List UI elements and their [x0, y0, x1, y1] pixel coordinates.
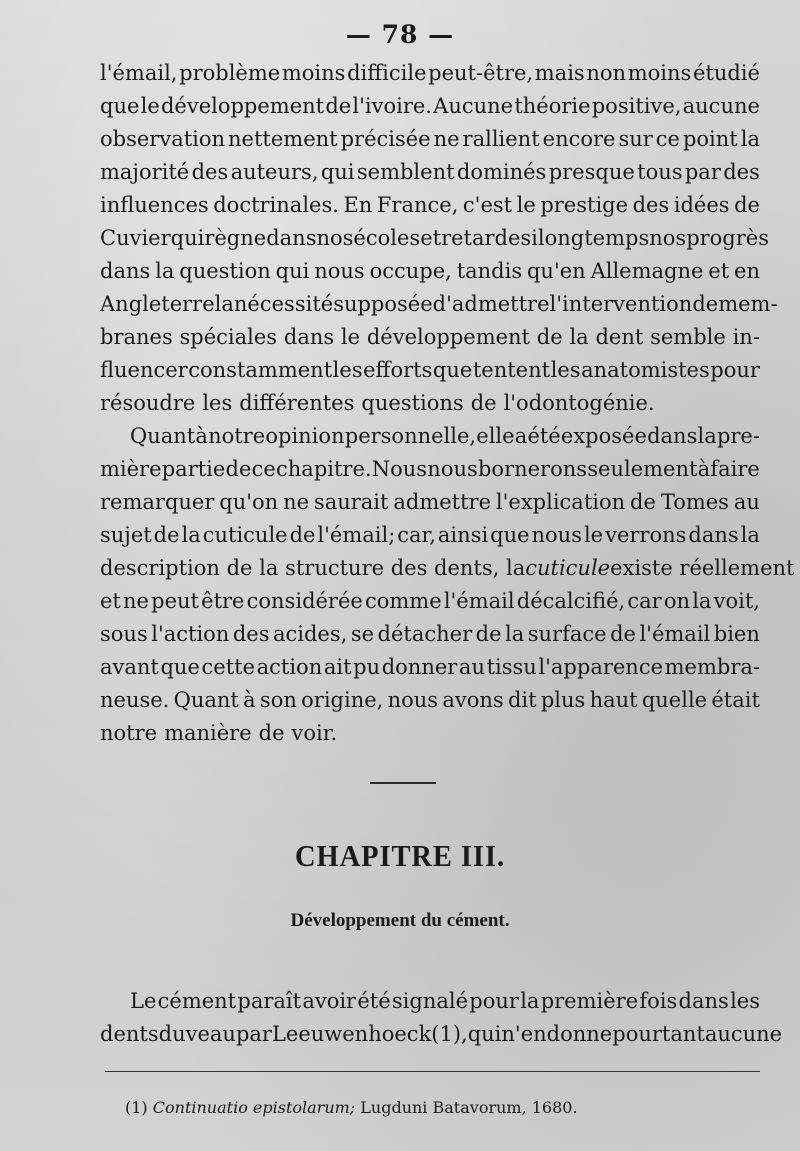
text-segment: existe réellement	[610, 556, 795, 580]
word: moins	[281, 61, 346, 85]
word: l'émail	[639, 622, 711, 646]
text-line	[100, 255, 760, 288]
word: influences	[100, 193, 209, 217]
word: décalcifié,	[516, 589, 626, 613]
word: été	[527, 424, 561, 448]
word: l'apparence	[538, 655, 664, 679]
word: écoles	[353, 226, 421, 250]
word: longtemps	[537, 226, 650, 250]
word: la	[697, 424, 717, 448]
word: la	[569, 325, 589, 349]
word: les	[730, 989, 760, 1013]
word: le	[583, 523, 604, 547]
word: cette	[201, 655, 255, 679]
text-line	[100, 486, 760, 519]
word: au	[733, 490, 760, 514]
word: nous	[314, 259, 365, 283]
word: moins	[627, 61, 692, 85]
word: majorité	[100, 160, 190, 184]
word: dents	[100, 1022, 159, 1046]
word: surface	[527, 622, 607, 646]
word: faire	[710, 457, 760, 481]
word: considérée	[246, 589, 363, 613]
chapter-subtitle: Développement du cément.	[290, 910, 510, 931]
word: semblent	[356, 160, 455, 184]
word: par	[684, 160, 721, 184]
word: pu	[353, 655, 381, 679]
word: ne	[433, 127, 460, 151]
word: l'action	[151, 622, 230, 646]
word: le	[516, 193, 536, 217]
text-line	[100, 321, 760, 354]
word: observation	[100, 127, 226, 151]
word: qu'on	[219, 490, 279, 514]
word: in-	[732, 325, 760, 349]
word: doctrinales.	[213, 193, 339, 217]
word: de	[153, 523, 180, 547]
text-line	[100, 354, 760, 387]
word: remarquer	[100, 490, 215, 514]
text-line-with-italic	[100, 552, 795, 585]
word: Cuvier	[100, 226, 171, 250]
word: précisée	[340, 127, 431, 151]
word: nécessité	[233, 292, 334, 316]
word: ce	[251, 457, 276, 481]
word: France,	[376, 193, 459, 217]
word: sujet	[100, 523, 152, 547]
word: tissu	[486, 655, 537, 679]
word: exposée	[560, 424, 647, 448]
word: de	[536, 325, 563, 349]
word: progrès	[686, 226, 769, 250]
chapter-title: CHAPITRE III.	[294, 838, 506, 873]
word: elle	[476, 424, 515, 448]
page-number: — 78 —	[345, 20, 455, 49]
word: de	[610, 622, 636, 646]
word: la	[520, 989, 540, 1013]
word: fluencer	[100, 358, 188, 382]
word: que	[100, 94, 140, 118]
word: les	[550, 358, 581, 382]
word: partie	[161, 457, 226, 481]
word: qui	[170, 226, 205, 250]
word: de	[475, 622, 502, 646]
text-line	[100, 90, 760, 123]
word: des	[232, 622, 270, 646]
word: Tomes	[660, 490, 729, 514]
word: ne	[123, 589, 149, 613]
word: de	[734, 193, 760, 217]
word: Le	[130, 989, 157, 1013]
word: de	[289, 523, 316, 547]
word: première	[540, 989, 639, 1013]
word: spéciales	[179, 325, 278, 349]
word: n'en	[501, 1022, 547, 1046]
word: pre-	[716, 424, 760, 448]
text-segment: description de la structure des dents, la	[100, 556, 526, 580]
word: sur	[618, 127, 653, 151]
word: action	[256, 655, 323, 679]
word: d'admettre	[432, 292, 550, 316]
word: développement	[160, 94, 325, 118]
word: en	[734, 259, 760, 283]
word: que	[490, 523, 530, 547]
word: neuse.	[100, 688, 170, 712]
word: peut	[151, 589, 199, 613]
word: aucune	[682, 94, 760, 118]
word: constamment	[188, 358, 333, 382]
word: de	[325, 94, 352, 118]
word: voir.	[291, 721, 338, 745]
word: personnelle,	[344, 424, 477, 448]
word: membra-	[664, 655, 760, 679]
word: dit	[507, 688, 537, 712]
text-line	[100, 387, 760, 420]
word: retarde	[441, 226, 521, 250]
word: Angleterre	[100, 292, 215, 316]
word: a	[514, 424, 528, 448]
word: la	[505, 622, 525, 646]
word: du	[158, 1022, 186, 1046]
text-line	[100, 222, 769, 255]
word: l'odontogénie.	[503, 391, 655, 415]
word: le	[140, 94, 160, 118]
word: résoudre	[100, 391, 196, 415]
word: nos	[316, 226, 354, 250]
word: ainsi	[437, 523, 489, 547]
word: et	[420, 226, 442, 250]
word: développement	[366, 325, 530, 349]
word: à	[697, 457, 711, 481]
word: pour	[469, 989, 519, 1013]
word: opinion	[265, 424, 345, 448]
word: de	[470, 391, 497, 415]
word: dominés	[456, 160, 547, 184]
text-line	[100, 453, 760, 486]
word: qui	[467, 1022, 502, 1046]
word: donner	[381, 655, 458, 679]
word: se	[350, 622, 375, 646]
word: difficile	[347, 61, 427, 85]
text-line	[100, 684, 760, 717]
word: question	[179, 259, 271, 283]
word: positive,	[591, 94, 682, 118]
text-line	[100, 123, 760, 156]
word: notre	[208, 424, 266, 448]
word: au	[458, 655, 485, 679]
text-line	[100, 717, 760, 750]
word: nettement	[228, 127, 338, 151]
word: étudié	[692, 61, 760, 85]
word: avant	[100, 655, 159, 679]
word: et	[708, 259, 730, 283]
text-line	[100, 288, 778, 321]
text-line	[100, 420, 760, 453]
word: des	[723, 160, 760, 184]
word: bornerons	[477, 457, 588, 481]
word: pour	[710, 358, 760, 382]
word: nous	[387, 688, 439, 712]
word: idées	[673, 193, 730, 217]
section-divider	[370, 782, 436, 784]
word: on	[663, 589, 691, 613]
word: mem-	[718, 292, 778, 316]
word: la	[740, 127, 760, 151]
word: haut	[589, 688, 638, 712]
word: occupe,	[369, 259, 452, 283]
word: paraît	[237, 989, 302, 1013]
word: la	[181, 523, 201, 547]
text-line	[100, 156, 760, 189]
word: dans	[266, 226, 317, 250]
word: verrons	[605, 523, 687, 547]
word: dans	[647, 424, 698, 448]
text-block-upper	[100, 57, 795, 750]
word: nous	[531, 523, 582, 547]
word: prestige	[540, 193, 629, 217]
word: ait	[323, 655, 352, 679]
word: c'est	[462, 193, 513, 217]
word: rallient	[462, 127, 540, 151]
text-line	[100, 985, 760, 1018]
text-line	[100, 189, 760, 222]
word: anatomistes	[581, 358, 710, 382]
word: tous	[637, 160, 683, 184]
word: théorie	[514, 94, 591, 118]
word: notre	[100, 721, 158, 745]
word: tandis	[456, 259, 523, 283]
footnote-citation: Lugduni Batavorum, 1680.	[360, 1098, 578, 1117]
word: seulement	[587, 457, 698, 481]
word: Nous	[371, 457, 428, 481]
footnote	[125, 1098, 578, 1117]
word: questions	[361, 391, 464, 415]
word: la	[740, 523, 760, 547]
word: différentes	[239, 391, 355, 415]
text-line	[100, 618, 760, 651]
word: détacher	[377, 622, 473, 646]
word: comme	[364, 589, 442, 613]
word: de	[258, 721, 285, 745]
word: nous	[427, 457, 478, 481]
word: et	[100, 589, 121, 613]
word: les	[332, 358, 363, 382]
word: saurait	[313, 490, 389, 514]
word: été	[357, 989, 391, 1013]
word: l'émail,	[100, 61, 178, 85]
word: mais	[534, 61, 585, 85]
word: voit,	[713, 589, 760, 613]
word: chapitre.	[276, 457, 372, 481]
word: l'émail;	[317, 523, 396, 547]
word: (1),	[431, 1022, 468, 1046]
word: les	[202, 391, 233, 415]
word: Quant	[173, 688, 239, 712]
word: règne	[204, 226, 267, 250]
word: le	[340, 325, 361, 349]
word: manière	[164, 721, 252, 745]
word: Allemagne	[590, 259, 704, 283]
word: par	[235, 1022, 272, 1046]
word: origine,	[301, 688, 384, 712]
word: la	[214, 292, 234, 316]
word: l'émail	[443, 589, 515, 613]
word: cément	[157, 989, 237, 1013]
word: veau	[185, 1022, 236, 1046]
text-block-lower	[100, 985, 783, 1051]
word: car	[627, 589, 662, 613]
word: ce	[655, 127, 680, 151]
word: si	[520, 226, 538, 250]
word: dent	[595, 325, 644, 349]
word: que	[160, 655, 200, 679]
footnote-marker: (1)	[125, 1098, 148, 1117]
italic-term: cuticule	[525, 556, 611, 580]
word: auteurs,	[230, 160, 319, 184]
word: dans	[100, 259, 151, 283]
word: aucune	[704, 1022, 783, 1046]
word: de	[630, 490, 656, 514]
word: l'ivoire.	[352, 94, 432, 118]
word: non	[586, 61, 627, 85]
word: Aucune	[433, 94, 514, 118]
word: acides,	[272, 622, 348, 646]
word: l'intervention	[549, 292, 693, 316]
word: de	[225, 457, 252, 481]
word: à	[243, 688, 256, 712]
word: donne	[546, 1022, 613, 1046]
word: efforts	[363, 358, 433, 382]
word: être	[201, 589, 245, 613]
word: mière	[100, 457, 162, 481]
word: qui	[275, 259, 310, 283]
word: sous	[100, 622, 148, 646]
text-line	[100, 651, 760, 684]
text-line	[100, 519, 760, 552]
word: car,	[397, 523, 436, 547]
word: supposée	[333, 292, 433, 316]
word: tentent	[472, 358, 551, 382]
word: avons	[442, 688, 504, 712]
word: son	[259, 688, 297, 712]
word: Quant	[130, 424, 196, 448]
word: ne	[283, 490, 310, 514]
word: que	[432, 358, 473, 382]
word: de	[692, 292, 719, 316]
word: plus	[540, 688, 586, 712]
word: était	[711, 688, 760, 712]
word: cuticule	[202, 523, 288, 547]
word: point	[682, 127, 738, 151]
word: Leeuwenhoeck	[271, 1022, 432, 1046]
word: quelle	[641, 688, 708, 712]
word: des	[191, 160, 229, 184]
text-line	[100, 585, 760, 618]
word: des	[632, 193, 670, 217]
word: semble	[650, 325, 726, 349]
word: qui	[320, 160, 355, 184]
word: la	[692, 589, 712, 613]
word: bien	[713, 622, 760, 646]
word: problème	[179, 61, 281, 85]
word: nos	[649, 226, 687, 250]
word: qu'en	[526, 259, 586, 283]
word: encore	[542, 127, 616, 151]
word: signalé	[391, 989, 469, 1013]
word: dans	[283, 325, 335, 349]
text-line	[100, 1018, 783, 1051]
word: admettre	[393, 490, 492, 514]
footnote-title: Continuatio epistolarum;	[152, 1098, 356, 1117]
word: à	[195, 424, 208, 448]
footnote-divider	[105, 1071, 760, 1072]
word: l'explication	[495, 490, 626, 514]
word: pourtant	[612, 1022, 705, 1046]
word: avoir	[302, 989, 357, 1013]
text-line	[100, 57, 760, 90]
word: peut-être,	[428, 61, 534, 85]
word: En	[343, 193, 373, 217]
word: fois	[639, 989, 678, 1013]
word: dans	[688, 523, 739, 547]
word: branes	[100, 325, 173, 349]
word: dans	[678, 989, 729, 1013]
word: presque	[548, 160, 635, 184]
word: la	[155, 259, 175, 283]
